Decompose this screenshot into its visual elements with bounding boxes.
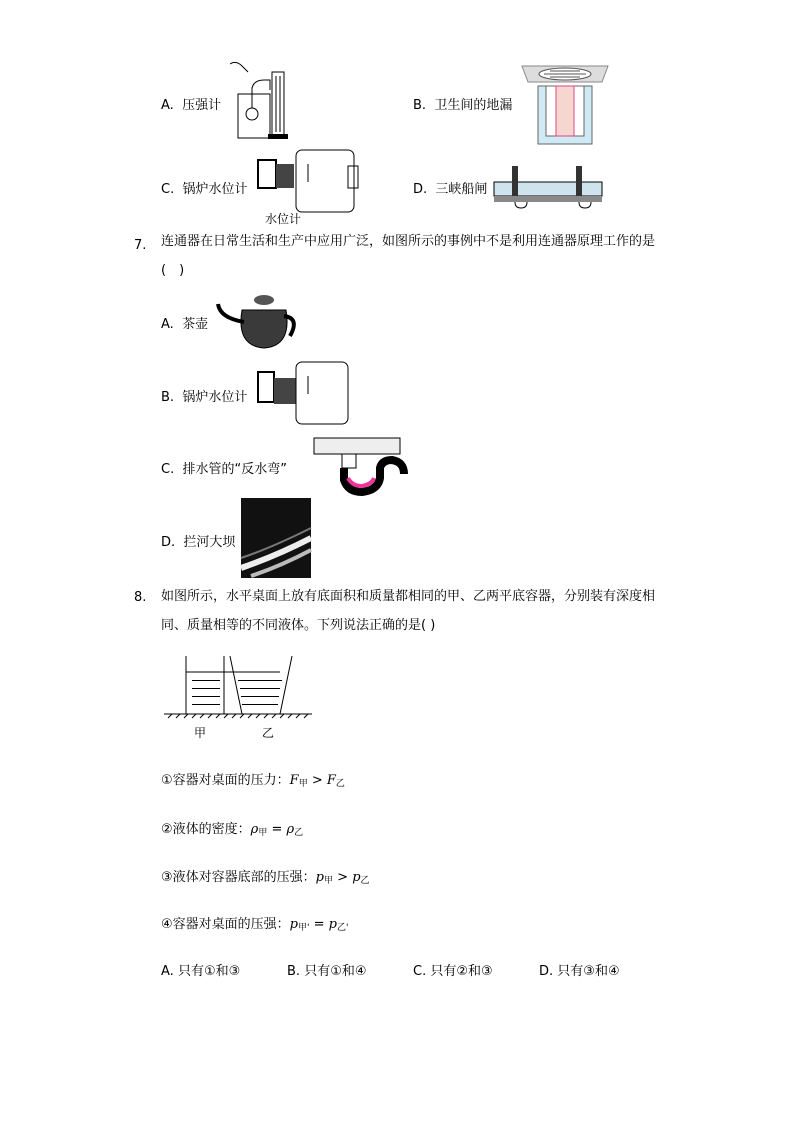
q8-statement-2: ②液体的密度：$\rho_甲 = \rho_乙$ xyxy=(161,822,304,838)
q6-option-c[interactable]: C. 锅炉水位计 xyxy=(161,182,248,197)
q6-option-a[interactable]: A. 压强计 xyxy=(161,98,222,113)
q8-statement-3: ③液体对容器底部的压强：$p_甲 > p_乙$ xyxy=(161,870,370,886)
q8-option-c[interactable]: C. 只有②和③ xyxy=(413,964,493,979)
boiler-gauge-figure-1 xyxy=(256,146,360,218)
q8-option-d[interactable]: D. 只有③和④ xyxy=(539,964,620,979)
q7-option-c[interactable]: C. 排水管的“反水弯” xyxy=(161,462,287,477)
drain-trap-figure xyxy=(312,434,410,496)
manometer-figure xyxy=(226,58,296,142)
water-gauge-label: 水位计 xyxy=(265,212,302,226)
q8-option-a[interactable]: A. 只有①和③ xyxy=(161,964,241,979)
q7-number: 7. xyxy=(134,238,147,253)
q6-option-d[interactable]: D. 三峡船闸 xyxy=(413,182,488,197)
containers-figure xyxy=(164,654,312,718)
boiler-gauge-figure-2 xyxy=(256,360,352,426)
q7-option-b[interactable]: B. 锅炉水位计 xyxy=(161,390,248,405)
floor-drain-figure xyxy=(520,64,612,148)
teapot-figure xyxy=(214,288,294,352)
q8-stem: 如图所示，水平桌面上放有底面积和质量都相同的甲、乙两平底容器，分别装有深度相同、质量相等的不同液体。下列说法正确的是( ) xyxy=(161,589,656,633)
container-label-left: 甲 xyxy=(194,726,207,740)
q8-statement-1: ①容器对桌面的压力：$F_甲 > F_乙$ xyxy=(161,773,345,789)
q8-statement-4: ④容器对桌面的压强：$p_{甲'} = p_{乙'}$ xyxy=(161,917,349,933)
q7-option-d[interactable]: D. 拦河大坝 xyxy=(161,535,236,550)
container-label-right: 乙 xyxy=(262,726,275,740)
q8-number: 8. xyxy=(134,590,147,605)
q7-option-a[interactable]: A. 茶壶 xyxy=(161,317,209,332)
q8-option-b[interactable]: B. 只有①和④ xyxy=(287,964,367,979)
q6-option-b[interactable]: B. 卫生间的地漏 xyxy=(413,98,513,113)
q7-stem: 连通器在日常生活和生产中应用广泛，如图所示的事例中不是利用连通器原理工作的是( ) xyxy=(161,234,656,278)
ship-lock-figure xyxy=(492,160,604,208)
dam-photo xyxy=(241,498,311,578)
